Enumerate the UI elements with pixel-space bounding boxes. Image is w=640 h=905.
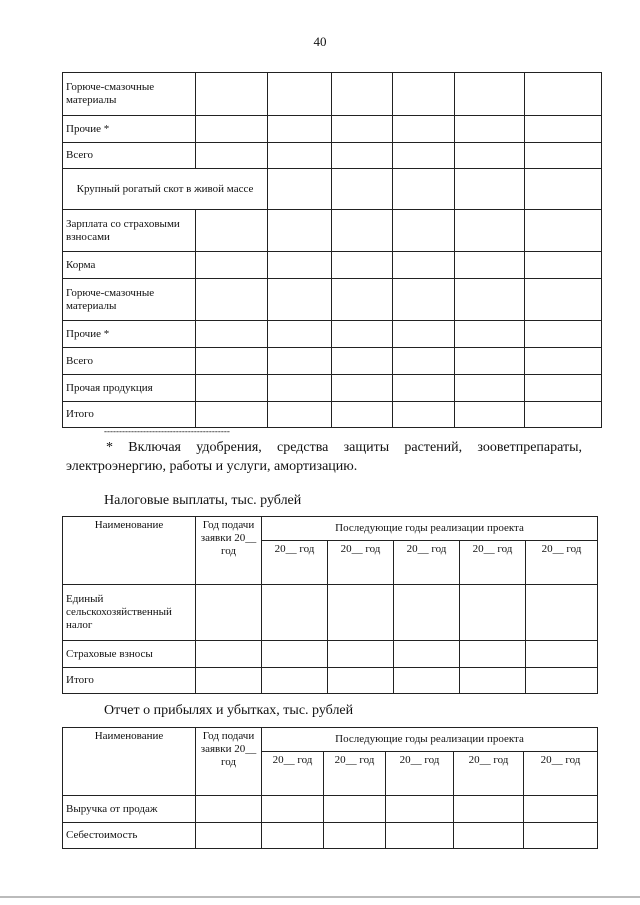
col-next-years-header: Последующие годы реализации проекта (262, 728, 598, 752)
table-cell (332, 279, 393, 321)
table-cell (394, 641, 460, 668)
table-cell (332, 143, 393, 169)
table-cell (196, 796, 262, 823)
col-next-years-header: Последующие годы реализации проекта (262, 517, 598, 541)
year-header: 20__ год (454, 752, 524, 796)
table-cell (262, 641, 328, 668)
table-cell (332, 321, 393, 348)
table-cell (268, 402, 332, 428)
table-cell (454, 823, 524, 849)
table-row (63, 321, 602, 348)
table-cell (525, 321, 602, 348)
year-header: 20__ год (524, 752, 598, 796)
table-cell (332, 252, 393, 279)
table-cell (262, 796, 324, 823)
table-cell (455, 169, 525, 210)
year-header: 20__ год (324, 752, 386, 796)
scan-edge-line (0, 896, 640, 898)
table-cell (328, 668, 394, 694)
table-row (63, 348, 602, 375)
header-row (63, 517, 598, 541)
table-cell (332, 116, 393, 143)
col-name-header: Наименование (63, 517, 196, 585)
table-cell (196, 668, 262, 694)
row-label: Всего (63, 348, 196, 375)
table-cell (455, 402, 525, 428)
row-label: Себестоимость (63, 823, 196, 849)
table-cell (268, 279, 332, 321)
table-cell (196, 823, 262, 849)
table-cell (525, 169, 602, 210)
table-row (63, 641, 598, 668)
row-label: Корма (63, 252, 196, 279)
row-label: Страховые взносы (63, 641, 196, 668)
col-name-header: Наименование (63, 728, 196, 796)
row-label: Горюче-смазочные материалы (63, 279, 196, 321)
table-cell (332, 348, 393, 375)
row-label: Горюче-смазочные материалы (63, 73, 196, 116)
row-label: Единый сельскохозяйственный налог (63, 585, 196, 641)
table-cell (393, 73, 455, 116)
table-cell (268, 210, 332, 252)
table-cell (268, 252, 332, 279)
table-cell (526, 668, 598, 694)
section-label: Крупный рогатый скот в живой массе (63, 169, 268, 210)
table-cell (268, 116, 332, 143)
table-cell (332, 210, 393, 252)
table-cell (324, 823, 386, 849)
row-label: Прочие * (63, 116, 196, 143)
table-cell (268, 73, 332, 116)
year-header: 20__ год (526, 541, 598, 585)
table-cell (393, 402, 455, 428)
table-cell (525, 210, 602, 252)
table-cell (324, 796, 386, 823)
table-cell (393, 279, 455, 321)
table-row (63, 585, 598, 641)
row-label: Зарплата со страховыми взносами (63, 210, 196, 252)
table-cell (268, 143, 332, 169)
table-cell (454, 796, 524, 823)
table-cell (268, 375, 332, 402)
col-year-header: Год подачи заявки 20__ год (196, 728, 262, 796)
cost-table (62, 72, 602, 428)
pnl-table-heading: Отчет о прибылях и убытках, тыс. рублей (104, 703, 354, 718)
table-cell (196, 73, 268, 116)
table-cell (460, 585, 526, 641)
year-header: 20__ год (460, 541, 526, 585)
table-row (63, 375, 602, 402)
table-cell (525, 279, 602, 321)
table-cell (332, 73, 393, 116)
table-row (63, 668, 598, 694)
footnote-text: * Включая удобрения, средства защиты растений, зооветпрепараты, электроэнергию, работы и услуги, амортизацию. (66, 440, 582, 474)
table-row (63, 73, 602, 116)
year-header: 20__ год (328, 541, 394, 585)
table-cell (332, 169, 393, 210)
table-cell (455, 279, 525, 321)
table-row (63, 823, 598, 849)
table-cell (196, 641, 262, 668)
table-cell (525, 143, 602, 169)
year-header: 20__ год (262, 541, 328, 585)
table-cell (386, 823, 454, 849)
table-cell (262, 585, 328, 641)
table-cell (455, 116, 525, 143)
table-row (63, 402, 602, 428)
table-cell (525, 402, 602, 428)
table-cell (196, 321, 268, 348)
table-cell (460, 641, 526, 668)
table-cell (455, 210, 525, 252)
year-header: 20__ год (262, 752, 324, 796)
table-cell (196, 116, 268, 143)
table-cell (455, 143, 525, 169)
table-cell (525, 73, 602, 116)
table-row (63, 279, 602, 321)
table-cell (394, 585, 460, 641)
table-row (63, 143, 602, 169)
table-cell (386, 796, 454, 823)
table-cell (524, 796, 598, 823)
tax-table (62, 516, 598, 694)
table-cell (262, 668, 328, 694)
table-cell (393, 143, 455, 169)
table-cell (268, 169, 332, 210)
row-label: Итого (63, 668, 196, 694)
table-cell (196, 375, 268, 402)
year-header: 20__ год (394, 541, 460, 585)
table-cell (393, 116, 455, 143)
row-label: Прочие * (63, 321, 196, 348)
table-row (63, 210, 602, 252)
table-cell (524, 823, 598, 849)
table-cell (268, 321, 332, 348)
table-cell (394, 668, 460, 694)
table-row (63, 116, 602, 143)
table-cell (525, 375, 602, 402)
table-cell (328, 585, 394, 641)
table-cell (332, 375, 393, 402)
tax-table-heading: Налоговые выплаты, тыс. рублей (104, 493, 302, 508)
year-header: 20__ год (386, 752, 454, 796)
table-cell (460, 668, 526, 694)
table-cell (455, 348, 525, 375)
table-cell (525, 252, 602, 279)
table-cell (455, 375, 525, 402)
table-cell (455, 252, 525, 279)
section-row (63, 169, 602, 210)
header-row (63, 728, 598, 752)
table-cell (393, 252, 455, 279)
table-cell (328, 641, 394, 668)
table-row (63, 796, 598, 823)
row-label: Прочая продукция (63, 375, 196, 402)
table-cell (525, 348, 602, 375)
row-label: Итого (63, 402, 196, 428)
table-cell (455, 321, 525, 348)
table-cell (393, 169, 455, 210)
table-cell (196, 348, 268, 375)
table-cell (196, 402, 268, 428)
table-cell (393, 321, 455, 348)
table-row (63, 252, 602, 279)
page-number: 40 (313, 34, 327, 49)
table-cell (196, 210, 268, 252)
table-cell (393, 210, 455, 252)
table-cell (332, 402, 393, 428)
table-cell (526, 585, 598, 641)
row-label: Выручка от продаж (63, 796, 196, 823)
table-cell (196, 252, 268, 279)
table-cell (268, 348, 332, 375)
col-year-header: Год подачи заявки 20__ год (196, 517, 262, 585)
pnl-table (62, 727, 598, 849)
table-cell (196, 279, 268, 321)
table-cell (196, 143, 268, 169)
table-cell (526, 641, 598, 668)
table-cell (393, 348, 455, 375)
table-cell (393, 375, 455, 402)
table-cell (525, 116, 602, 143)
table-cell (262, 823, 324, 849)
table-cell (196, 585, 262, 641)
table-cell (455, 73, 525, 116)
row-label: Всего (63, 143, 196, 169)
footnote-separator: ------------------------------------------ (104, 426, 230, 436)
